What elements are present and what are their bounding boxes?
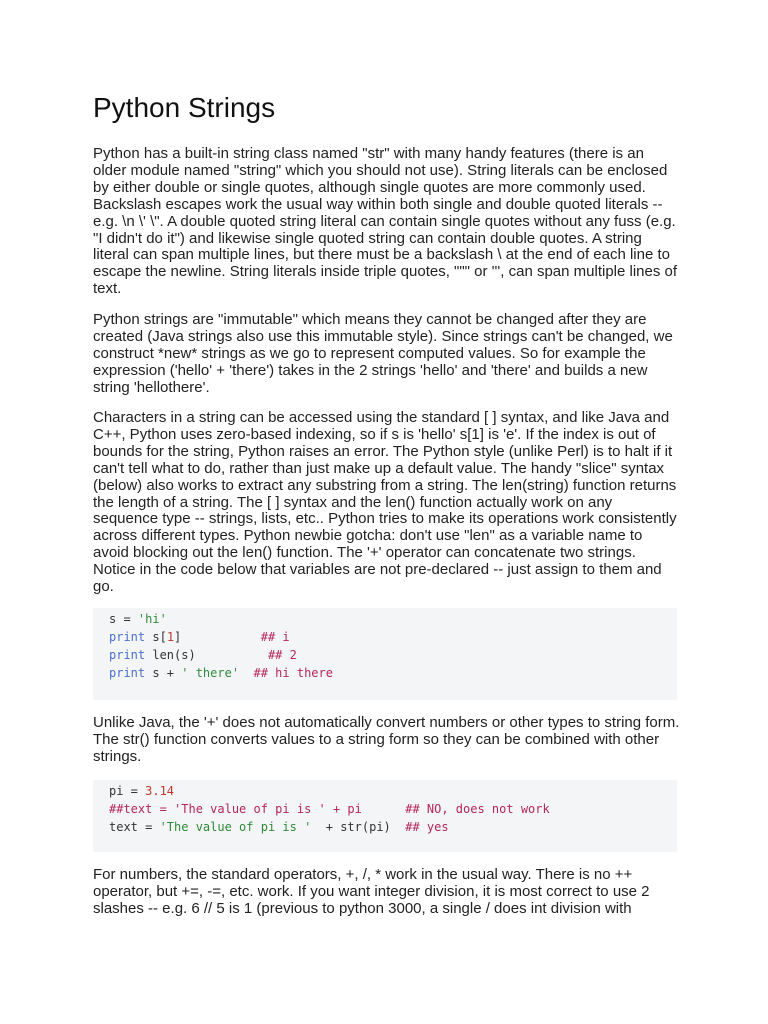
- paragraph-string-literals: Python has a built-in string class named "str" with many handy features (there is an older module named "string" which you should not use). String literals can be enclosed by either double or single quotes, although single quotes are more commonly used. Backslash escapes work the usual way within both single and double quoted literals -- e.g. \n \' \". A double quoted string literal can contain single quotes without any fuss (e.g. "I didn't do it") and likewise single quoted string can contain double quotes. A string literal can span multiple lines, but there must be a backslash \ at the end of each line to escape the newline. String literals inside triple quotes, """ or ''', can span multiple lines of text.: [93, 145, 678, 298]
- code-comment: + pi: [325, 802, 406, 816]
- paragraph-immutable: Python strings are "immutable" which means they cannot be changed after they are created (Java strings also use this immutable style). Since strings can't be changed, we construct *new* strings as we go to represent computed values. So for example the expression ('hello' + 'there') takes in the 2 strings 'hello' and 'there' and builds a new string 'hellothere'.: [93, 311, 673, 396]
- code-token: ]: [174, 630, 261, 644]
- code-line: [109, 818, 449, 836]
- code-number: 1: [166, 630, 175, 644]
- code-comment: ## yes: [405, 820, 449, 834]
- code-string: 'hi': [137, 612, 167, 626]
- code-line: [109, 610, 167, 628]
- code-comment: ##text =: [109, 802, 175, 816]
- code-comment: ## hi there: [253, 666, 333, 680]
- code-token: s[: [145, 630, 167, 644]
- code-token: text =: [109, 820, 160, 834]
- code-token: len(s): [145, 648, 268, 662]
- code-string: ' there': [181, 666, 240, 680]
- page-title: Python Strings: [93, 92, 276, 123]
- code-number: 3.14: [145, 784, 175, 798]
- code-block-concatenation: [93, 608, 677, 700]
- code-string: 'The value of pi is ': [159, 820, 312, 834]
- code-comment: ## i: [260, 630, 290, 644]
- paragraph-numbers: For numbers, the standard operators, +, /, * work in the usual way. There is no ++ operator, but +=, -=, etc. work. If you want integer division, it is most correct to use 2 slashes -- e.g. 6 // 5 is 1 (previous to python 3000, a single / does int division with: [93, 866, 650, 917]
- code-comment: ## 2: [267, 648, 297, 662]
- paragraph-str-conversion: Unlike Java, the '+' does not automatically convert numbers or other types to string form. The str() function converts values to a string form so they can be combined with other strings.: [93, 714, 680, 765]
- code-comment: 'The value of pi is ': [174, 802, 326, 816]
- code-keyword: print: [109, 630, 146, 644]
- code-token: pi =: [109, 784, 146, 798]
- code-comment: ## NO, does not work: [405, 802, 550, 816]
- paragraph-indexing: Characters in a string can be accessed using the standard [ ] syntax, and like Java and C++, Python uses zero-based indexing, so if s is 'hello' s[1] is 'e'. If the index is out of bounds for the string, Python raises an error. The Python style (unlike Perl) is to halt if it can't tell what to do, rather than just make up a default value. The handy "slice" syntax (below) also works to extract any substring from a string. The len(string) function returns the length of a string. The [ ] syntax and the len() function actually work on any sequence type -- strings, lists, etc.. Python tries to make its operations work consistently across different types. Python newbie gotcha: don't use "len" as a variable name to avoid blocking out the len() function. The '+' operator can concatenate two strings. Notice in the code below that variables are not pre-declared -- just assign to them and go.: [93, 409, 677, 596]
- code-line: [109, 646, 297, 664]
- code-line: [109, 782, 174, 800]
- code-keyword: print: [109, 666, 146, 680]
- code-token: s =: [109, 612, 138, 626]
- code-line: [109, 664, 333, 682]
- code-line: [109, 628, 290, 646]
- code-token: s +: [145, 666, 182, 680]
- code-block-str-function: [93, 780, 677, 852]
- code-token: + str(pi): [311, 820, 406, 834]
- code-token: [239, 666, 253, 680]
- code-line: [109, 800, 550, 818]
- code-keyword: print: [109, 648, 146, 662]
